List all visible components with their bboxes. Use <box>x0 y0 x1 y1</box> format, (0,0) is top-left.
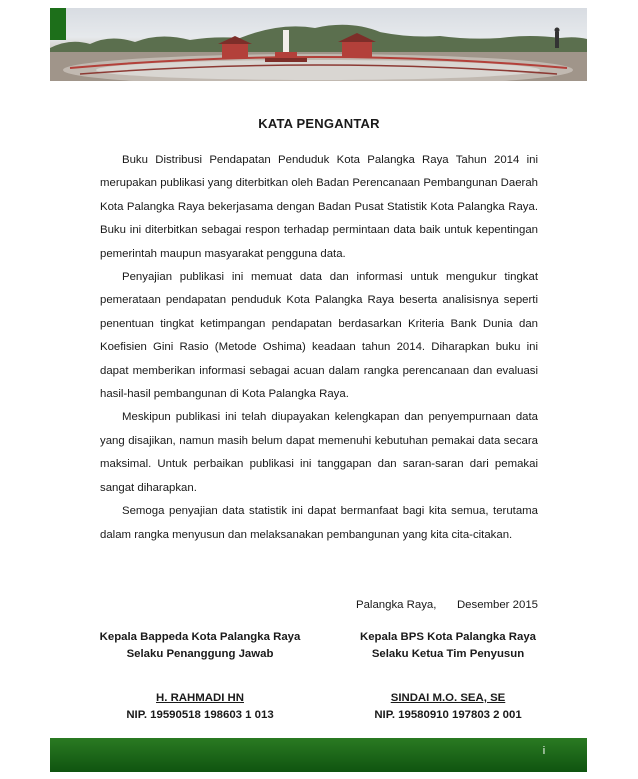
signatory-left-name: H. RAHMADI HN <box>156 692 244 704</box>
foreword-body <box>100 149 538 547</box>
paragraph-2: Penyajian publikasi ini memuat data dan informasi untuk mengukur tingkat pemerataan pendapatan penduduk Kota Palangka Raya beserta analisisnya seperti penentuan tingkat ketimpangan pendapatan berdasarkan Kriteria Bank Dunia dan Koefisien Gini Rasio (Metode Oshima) keadaan tahun 2014. Diharapkan buku ini dapat memberikan informasi sebagai acuan dalam rangka perencanaan dan evaluasi hasil-hasil pembangunan di Kota Palangka Raya. <box>100 271 538 401</box>
monument-plaza-illustration <box>50 8 587 81</box>
signatory-right-nip: NIP. 19580910 197803 2 001 <box>374 709 522 721</box>
paragraph-1: Buku Distribusi Pendapatan Penduduk Kota Palangka Raya Tahun 2014 ini merupakan publikasi yang diterbitkan oleh Badan Perencanaan Pembangunan Daerah Kota Palangka Raya bekerjasama dengan Badan Pusat Statistik Kota Palangka Raya. Buku ini diterbitkan sebagai respon terhadap permintaan data baik untuk kepentingan pemerintah maupun masyarakat pengguna data. <box>100 154 538 260</box>
date-label: Desember 2015 <box>456 599 538 611</box>
header-green-accent <box>50 8 66 40</box>
paragraph-4: Semoga penyajian data statistik ini dapat bermanfaat bagi kita semua, terutama dalam rangka menyusun dan melaksanakan pembangunan yang kita cita-citakan. <box>100 505 538 541</box>
paragraph-3: Meskipun publikasi ini telah diupayakan kelengkapan dan penyempurnaan data yang disajikan, namun masih belum dapat memenuhi kebutuhan pemakai data secara maksimal. Untuk perbaikan publikasi ini tanggapan dan saran-saran dari pemakai sangat diharapkan. <box>100 411 538 494</box>
signatory-right-role-line2: Selaku Ketua Tim Penyusun <box>371 648 525 660</box>
page-number: i <box>542 745 546 757</box>
signatory-right-role-line1: Kepala BPS Kota Palangka Raya <box>360 631 536 643</box>
signatory-right-name: SINDAI M.O. SEA, SE <box>390 692 506 704</box>
signatory-left-identity <box>90 690 310 724</box>
page-title: KATA PENGANTAR <box>258 116 380 131</box>
signatory-left-role <box>90 629 310 663</box>
header-photo-banner <box>50 8 587 81</box>
signatory-left-nip: NIP. 19590518 198603 1 013 <box>126 709 274 721</box>
signatory-left-role-line2: Selaku Penanggung Jawab <box>126 648 274 660</box>
place-label: Palangka Raya, <box>356 599 437 611</box>
signatory-right-identity <box>338 690 558 724</box>
date-line <box>356 599 538 611</box>
signatory-left-role-line1: Kepala Bappeda Kota Palangka Raya <box>99 631 301 643</box>
signatory-right-role <box>338 629 558 663</box>
footer-green-band <box>50 738 587 772</box>
